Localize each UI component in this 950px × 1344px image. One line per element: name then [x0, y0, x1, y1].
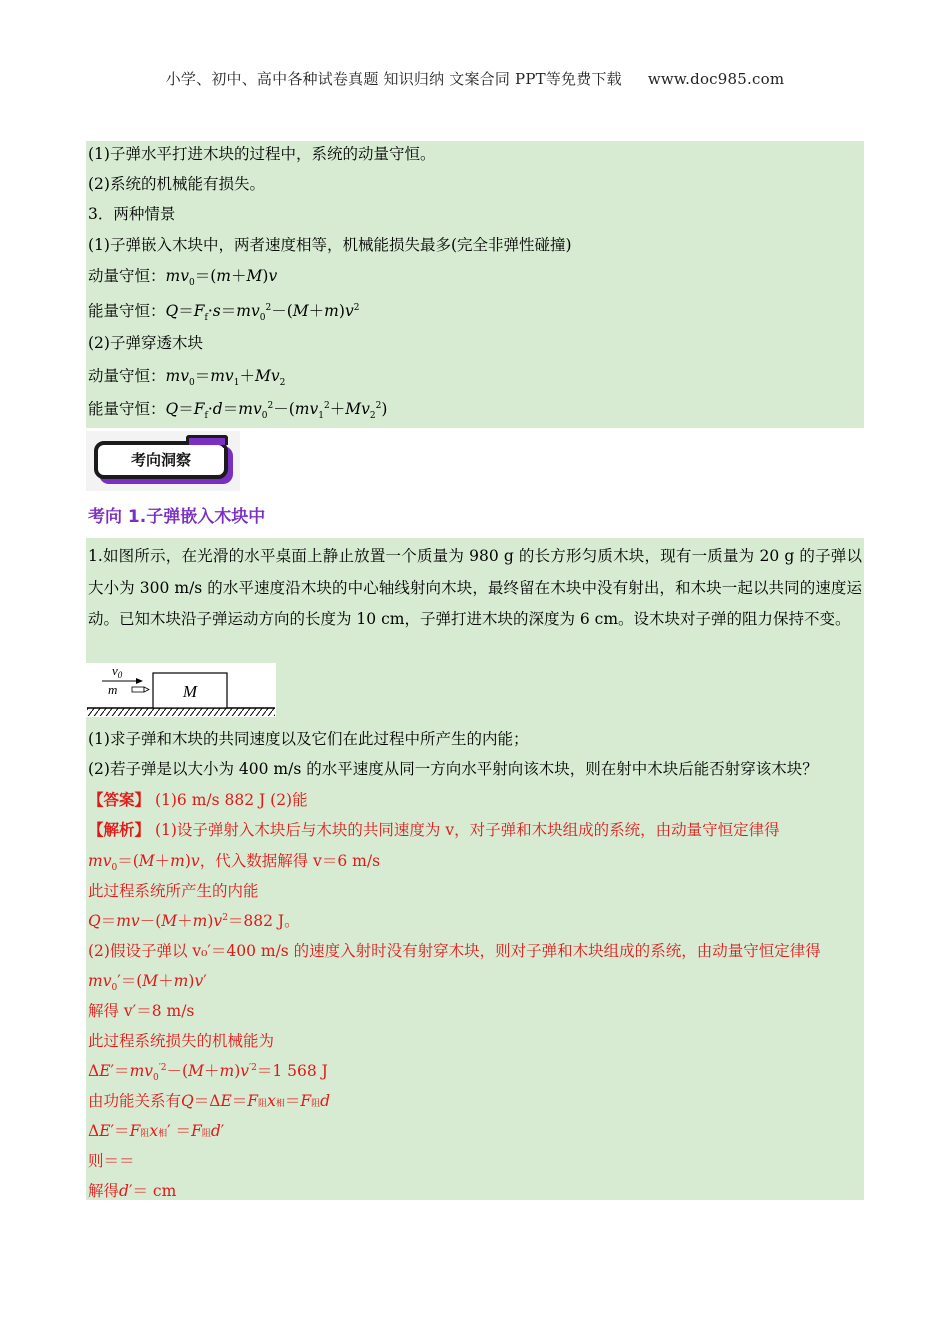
header-text: 小学、初中、高中各种试卷真题 知识归纳 文案合同 PPT等免费下载: [165, 70, 622, 88]
analysis-2: $mv_0=(M+m)v$，代入数据解得 v＝6 m/s: [88, 852, 381, 874]
analysis-13: 解得d′＝ cm: [88, 1182, 177, 1200]
badge-tab-icon: [186, 435, 228, 445]
velocity-label: $v_0$: [112, 663, 123, 680]
block-mass-label: M: [182, 682, 198, 701]
energy-eq-2: 能量守恒：$Q=F_f\cdot d=mv_0^2-(mv_1^2+Mv_2^2)$: [88, 400, 388, 422]
summary-line-1: (1)子弹水平打进木块的过程中，系统的动量守恒。: [88, 145, 436, 163]
bullet-mass-label: m: [108, 682, 118, 697]
bullet-icon: [132, 687, 144, 692]
question-1: (1)求子弹和木块的共同速度以及它们在此过程中所产生的内能；: [88, 730, 529, 748]
velocity-arrow-icon: [136, 678, 143, 684]
energy-eq-1: 能量守恒：$Q=F_f\cdot s=mv_0^2-(M+m)v^2$: [88, 302, 360, 324]
analysis-4: $Q=mv-(M+m)v^2=882$ J。: [88, 912, 300, 930]
analysis-12: 则＝＝: [88, 1152, 135, 1170]
analysis-8: 此过程系统损失的机械能为: [88, 1032, 275, 1050]
analysis-11: ΔE′＝F阻x相′ ＝F阻d′: [88, 1122, 225, 1140]
analysis-10: 由功能关系有Q＝ΔE＝F阻x相＝F阻d: [88, 1092, 331, 1110]
section-badge: [86, 431, 240, 491]
momentum-eq-2: 动量守恒：$mv_0=mv_1+Mv_2$: [88, 367, 286, 389]
analysis-7: 解得 v′＝8 m/s: [88, 1002, 195, 1020]
momentum-eq-1: 动量守恒：$mv_0=(m+M)v$: [88, 267, 278, 289]
question-2: (2)若子弹是以大小为 400 m/s 的水平速度从同一方向水平射向该木块，则在射中木块后能否射穿该木块？: [88, 760, 818, 778]
summary-line-7: (2)子弹穿透木块: [88, 334, 203, 352]
summary-line-4: (1)子弹嵌入木块中，两者速度相等，机械能损失最多(完全非弹性碰撞): [88, 236, 572, 254]
header-url[interactable]: www.doc985.com: [647, 70, 785, 88]
summary-line-2: (2)系统的机械能有损失。: [88, 175, 265, 193]
section-title: 考向 1.子弹嵌入木块中: [88, 507, 266, 527]
summary-line-3: 3．两种情景: [88, 205, 176, 223]
analysis-1: 【解析】 (1)设子弹射入木块后与木块的共同速度为 v，对子弹和木块组成的系统，由动量守恒定律得: [88, 820, 780, 839]
problem-figure: [86, 663, 276, 717]
problem-text: 1.如图所示，在光滑的水平桌面上静止放置一个质量为 980 g 的长方形匀质木块，现有一质量为 20 g 的子弹以大小为 300 m/s 的水平速度沿木块的中心轴线射向木块，最终留在木块中没有射出，和木块一起以共同的速度运动。已知木块沿子弹运动方向的长度为 10 cm，子弹打进木块的深度为 6 cm。设木块对子弹的阻力保持不变。: [88, 547, 862, 628]
analysis-6: $mv_0'=(M+m)v'$: [88, 972, 207, 994]
page-header: [0, 68, 950, 89]
analysis-5: (2)假设子弹以 v₀′＝400 m/s 的速度入射时没有射穿木块，则对子弹和木块组成的系统，由动量守恒定律得: [88, 942, 821, 960]
answer-line: 【答案】 (1)6 m/s 882 J (2)能: [88, 790, 308, 809]
analysis-3: 此过程系统所产生的内能: [88, 882, 259, 900]
badge-label: 考向洞察: [130, 451, 191, 469]
analysis-9: $\Delta E'=mv_0^{'2}-(M+m)v^{'2}=1$ 568 J: [88, 1062, 328, 1084]
